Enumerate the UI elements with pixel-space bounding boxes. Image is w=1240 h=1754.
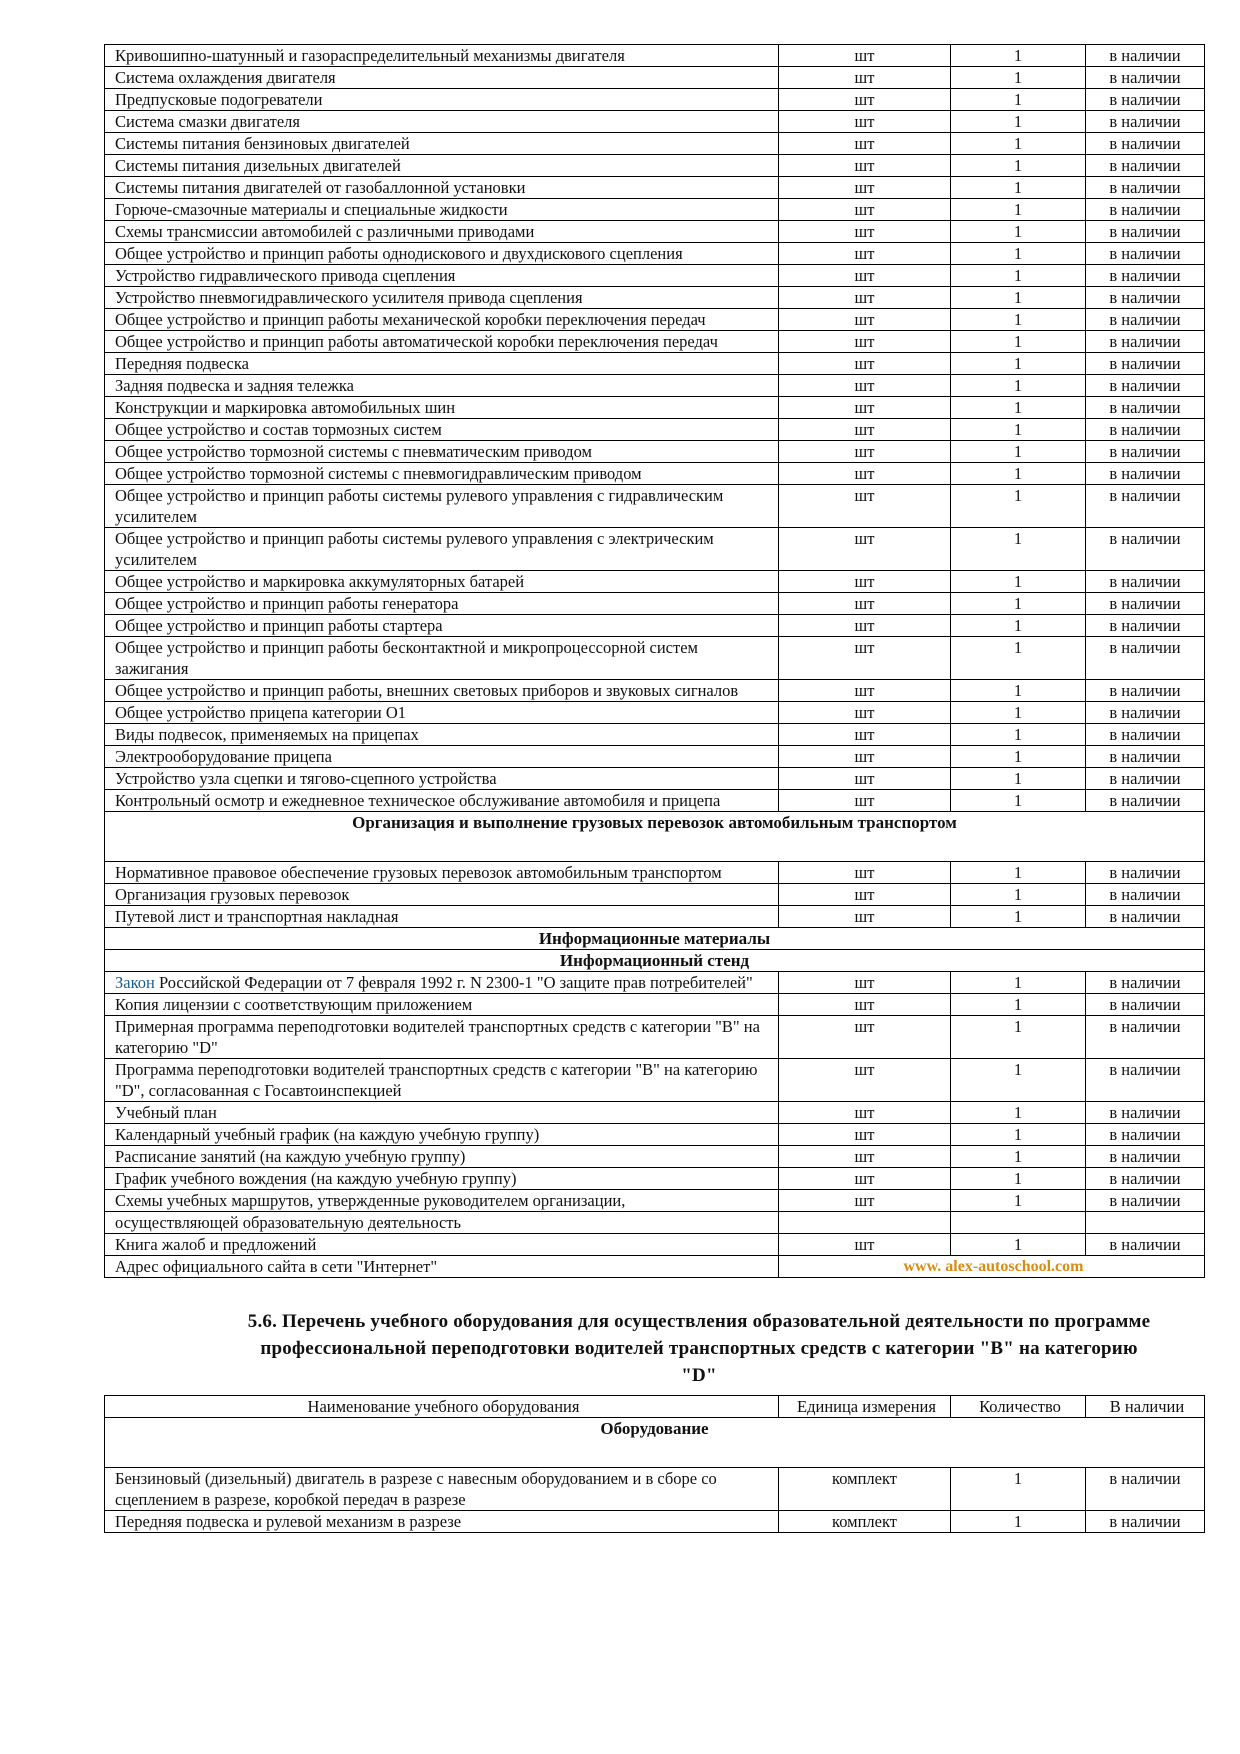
item-availability: в наличии <box>1086 746 1205 768</box>
table-row <box>105 265 1205 287</box>
item-name: Контрольный осмотр и ежедневное техническое обслуживание автомобиля и прицепа <box>105 790 779 812</box>
item-qty: 1 <box>951 111 1086 133</box>
item-availability: в наличии <box>1086 768 1205 790</box>
item-unit: шт <box>779 972 951 994</box>
item-availability: в наличии <box>1086 1511 1205 1533</box>
item-availability: в наличии <box>1086 1059 1205 1102</box>
item-name: Системы питания дизельных двигателей <box>105 155 779 177</box>
item-qty: 1 <box>951 1146 1086 1168</box>
equipment-table-body <box>105 45 1205 1278</box>
item-qty: 1 <box>951 1234 1086 1256</box>
item-qty: 1 <box>951 637 1086 680</box>
item-unit: шт <box>779 287 951 309</box>
table-row <box>105 1256 1205 1278</box>
item-availability: в наличии <box>1086 1124 1205 1146</box>
table-row <box>105 177 1205 199</box>
table-row <box>105 1212 1205 1234</box>
item-unit: шт <box>779 906 951 928</box>
item-name: Нормативное правовое обеспечение грузовых перевозок автомобильным транспортом <box>105 862 779 884</box>
item-qty: 1 <box>951 1102 1086 1124</box>
item-name: Организация грузовых перевозок <box>105 884 779 906</box>
item-name: Устройство узла сцепки и тягово-сцепного устройства <box>105 768 779 790</box>
item-unit: шт <box>779 133 951 155</box>
item-unit: шт <box>779 702 951 724</box>
website-link[interactable]: www. alex-autoschool.com <box>779 1256 1205 1278</box>
table-row <box>105 463 1205 485</box>
table-row <box>105 680 1205 702</box>
item-qty: 1 <box>951 1124 1086 1146</box>
item-name: Общее устройство и принцип работы бесконтактной и микропроцессорной систем зажигания <box>105 637 779 680</box>
item-qty: 1 <box>951 768 1086 790</box>
item-availability: в наличии <box>1086 463 1205 485</box>
item-name: Общее устройство тормозной системы с пневмогидравлическим приводом <box>105 463 779 485</box>
item-name: Передняя подвеска и рулевой механизм в разрезе <box>105 1511 779 1533</box>
item-availability: в наличии <box>1086 1146 1205 1168</box>
item-availability: в наличии <box>1086 353 1205 375</box>
item-name: Бензиновый (дизельный) двигатель в разрезе с навесным оборудованием и в сборе со сцеплением в разрезе, коробкой передач в разрезе <box>105 1468 779 1511</box>
item-qty: 1 <box>951 485 1086 528</box>
item-availability: в наличии <box>1086 287 1205 309</box>
table-row <box>105 397 1205 419</box>
item-availability: в наличии <box>1086 1016 1205 1059</box>
item-availability: в наличии <box>1086 133 1205 155</box>
item-unit: шт <box>779 768 951 790</box>
item-unit: шт <box>779 375 951 397</box>
item-qty: 1 <box>951 397 1086 419</box>
item-qty: 1 <box>951 528 1086 571</box>
item-availability: в наличии <box>1086 67 1205 89</box>
item-name: Программа переподготовки водителей транспортных средств с категории "B" на категорию "D", согласованная с Госавтоинспекцией <box>105 1059 779 1102</box>
header-unit: Единица измерения <box>779 1396 951 1418</box>
item-unit: шт <box>779 463 951 485</box>
item-name: Кривошипно-шатунный и газораспределительный механизмы двигателя <box>105 45 779 67</box>
item-name: Календарный учебный график (на каждую учебную группу) <box>105 1124 779 1146</box>
item-qty: 1 <box>951 790 1086 812</box>
section-title: Информационные материалы <box>105 928 1205 950</box>
item-unit: шт <box>779 397 951 419</box>
table-row <box>105 571 1205 593</box>
item-unit: шт <box>779 1059 951 1102</box>
item-availability: в наличии <box>1086 724 1205 746</box>
table-row <box>105 485 1205 528</box>
item-availability: в наличии <box>1086 1234 1205 1256</box>
item-name: Общее устройство прицепа категории O1 <box>105 702 779 724</box>
table-row <box>105 702 1205 724</box>
table-row <box>105 746 1205 768</box>
item-name: Копия лицензии с соответствующим приложением <box>105 994 779 1016</box>
table-row <box>105 1190 1205 1212</box>
table-row <box>105 45 1205 67</box>
item-unit: комплект <box>779 1511 951 1533</box>
item-unit: шт <box>779 45 951 67</box>
item-unit: шт <box>779 1102 951 1124</box>
item-name: Учебный план <box>105 1102 779 1124</box>
law-link[interactable]: Закон <box>115 973 155 992</box>
item-availability: в наличии <box>1086 906 1205 928</box>
table-row <box>105 1102 1205 1124</box>
item-name: Конструкции и маркировка автомобильных шин <box>105 397 779 419</box>
table-row <box>105 1059 1205 1102</box>
item-availability: в наличии <box>1086 790 1205 812</box>
item-unit <box>779 1212 951 1234</box>
table-row <box>105 133 1205 155</box>
item-qty: 1 <box>951 353 1086 375</box>
training-equipment-body <box>105 1468 1205 1533</box>
item-qty: 1 <box>951 243 1086 265</box>
item-availability: в наличии <box>1086 397 1205 419</box>
item-name: Книга жалоб и предложений <box>105 1234 779 1256</box>
item-qty: 1 <box>951 724 1086 746</box>
item-availability: в наличии <box>1086 419 1205 441</box>
item-name: Общее устройство тормозной системы с пневматическим приводом <box>105 441 779 463</box>
item-unit: шт <box>779 419 951 441</box>
table-row <box>105 790 1205 812</box>
table-row <box>105 1124 1205 1146</box>
table-row <box>105 724 1205 746</box>
item-qty: 1 <box>951 331 1086 353</box>
item-availability: в наличии <box>1086 441 1205 463</box>
heading-line-1: 5.6. Перечень учебного оборудования для осуществления образовательной деятельности по программе <box>247 1311 1151 1332</box>
item-availability: в наличии <box>1086 155 1205 177</box>
table-row <box>105 375 1205 397</box>
item-qty: 1 <box>951 680 1086 702</box>
item-availability: в наличии <box>1086 177 1205 199</box>
item-name: Электрооборудование прицепа <box>105 746 779 768</box>
item-unit: шт <box>779 1190 951 1212</box>
item-qty: 1 <box>951 571 1086 593</box>
item-name: Расписание занятий (на каждую учебную группу) <box>105 1146 779 1168</box>
item-availability: в наличии <box>1086 1102 1205 1124</box>
item-name: Общее устройство и принцип работы генератора <box>105 593 779 615</box>
item-name: Общее устройство и состав тормозных систем <box>105 419 779 441</box>
header-qty: Количество <box>951 1396 1086 1418</box>
item-unit: шт <box>779 746 951 768</box>
table-row <box>105 243 1205 265</box>
item-unit: шт <box>779 199 951 221</box>
item-qty: 1 <box>951 177 1086 199</box>
item-name: Системы питания бензиновых двигателей <box>105 133 779 155</box>
item-qty: 1 <box>951 287 1086 309</box>
table-row <box>105 884 1205 906</box>
section-row <box>105 1418 1205 1468</box>
item-unit: шт <box>779 790 951 812</box>
item-name: Виды подвесок, применяемых на прицепах <box>105 724 779 746</box>
item-availability: в наличии <box>1086 637 1205 680</box>
item-name: График учебного вождения (на каждую учебную группу) <box>105 1168 779 1190</box>
item-availability: в наличии <box>1086 884 1205 906</box>
item-qty: 1 <box>951 1016 1086 1059</box>
item-name: Схемы трансмиссии автомобилей с различными приводами <box>105 221 779 243</box>
table-row <box>105 441 1205 463</box>
item-qty: 1 <box>951 1190 1086 1212</box>
item-qty: 1 <box>951 862 1086 884</box>
item-name <box>105 972 779 994</box>
item-qty: 1 <box>951 593 1086 615</box>
item-availability: в наличии <box>1086 265 1205 287</box>
item-qty: 1 <box>951 746 1086 768</box>
item-name: Горюче-смазочные материалы и специальные жидкости <box>105 199 779 221</box>
item-unit: шт <box>779 309 951 331</box>
item-unit: шт <box>779 111 951 133</box>
item-unit: шт <box>779 89 951 111</box>
table-row <box>105 637 1205 680</box>
item-name: Путевой лист и транспортная накладная <box>105 906 779 928</box>
table-row <box>105 1168 1205 1190</box>
header-avail: В наличии <box>1086 1396 1205 1418</box>
table-row <box>105 972 1205 994</box>
item-qty: 1 <box>951 615 1086 637</box>
table-row <box>105 111 1205 133</box>
section-title: Информационный стенд <box>105 950 1205 972</box>
item-unit: шт <box>779 243 951 265</box>
item-unit: шт <box>779 67 951 89</box>
section-row <box>105 950 1205 972</box>
item-unit: шт <box>779 331 951 353</box>
table-row <box>105 155 1205 177</box>
section-heading <box>104 1308 1204 1389</box>
item-qty: 1 <box>951 994 1086 1016</box>
item-availability: в наличии <box>1086 485 1205 528</box>
item-unit: шт <box>779 637 951 680</box>
item-qty: 1 <box>951 265 1086 287</box>
item-name: Примерная программа переподготовки водителей транспортных средств с категории "B" на категорию "D" <box>105 1016 779 1059</box>
table-row <box>105 419 1205 441</box>
item-unit: шт <box>779 528 951 571</box>
item-name: Общее устройство и маркировка аккумуляторных батарей <box>105 571 779 593</box>
item-qty <box>951 1212 1086 1234</box>
item-qty: 1 <box>951 441 1086 463</box>
table-row <box>105 994 1205 1016</box>
item-name: Устройство гидравлического привода сцепления <box>105 265 779 287</box>
item-name: Общее устройство и принцип работы механической коробки переключения передач <box>105 309 779 331</box>
table-row <box>105 1511 1205 1533</box>
table-row <box>105 1146 1205 1168</box>
item-unit: комплект <box>779 1468 951 1511</box>
item-availability: в наличии <box>1086 221 1205 243</box>
item-name: Общее устройство и принцип работы стартера <box>105 615 779 637</box>
item-qty: 1 <box>951 1059 1086 1102</box>
item-unit: шт <box>779 994 951 1016</box>
item-unit: шт <box>779 593 951 615</box>
item-availability: в наличии <box>1086 309 1205 331</box>
item-name: Устройство пневмогидравлического усилителя привода сцепления <box>105 287 779 309</box>
item-unit: шт <box>779 441 951 463</box>
table-row <box>105 67 1205 89</box>
item-qty: 1 <box>951 1168 1086 1190</box>
section-row <box>105 928 1205 950</box>
item-name: Общее устройство и принцип работы, внешних световых приборов и звуковых сигналов <box>105 680 779 702</box>
item-availability: в наличии <box>1086 111 1205 133</box>
item-availability: в наличии <box>1086 1190 1205 1212</box>
item-availability: в наличии <box>1086 615 1205 637</box>
table-header-row <box>105 1396 1205 1418</box>
item-unit: шт <box>779 353 951 375</box>
item-availability: в наличии <box>1086 243 1205 265</box>
item-name: Общее устройство и принцип работы однодискового и двухдискового сцепления <box>105 243 779 265</box>
item-availability: в наличии <box>1086 571 1205 593</box>
item-unit: шт <box>779 155 951 177</box>
item-availability: в наличии <box>1086 862 1205 884</box>
item-name: Система охлаждения двигателя <box>105 67 779 89</box>
item-qty: 1 <box>951 972 1086 994</box>
item-unit: шт <box>779 177 951 199</box>
table-row <box>105 221 1205 243</box>
item-unit: шт <box>779 1124 951 1146</box>
section-title: Организация и выполнение грузовых перевозок автомобильным транспортом <box>105 812 1205 862</box>
item-availability: в наличии <box>1086 331 1205 353</box>
item-unit: шт <box>779 265 951 287</box>
table-row <box>105 1468 1205 1511</box>
item-name: Задняя подвеска и задняя тележка <box>105 375 779 397</box>
table-row <box>105 528 1205 571</box>
item-availability: в наличии <box>1086 593 1205 615</box>
item-qty: 1 <box>951 155 1086 177</box>
table-row <box>105 593 1205 615</box>
section-title: Оборудование <box>105 1418 1205 1468</box>
item-qty: 1 <box>951 67 1086 89</box>
item-availability: в наличии <box>1086 680 1205 702</box>
item-name: осуществляющей образовательную деятельность <box>105 1212 779 1234</box>
section-row <box>105 812 1205 862</box>
item-availability: в наличии <box>1086 528 1205 571</box>
item-unit: шт <box>779 571 951 593</box>
item-unit: шт <box>779 221 951 243</box>
item-qty: 1 <box>951 463 1086 485</box>
item-qty: 1 <box>951 375 1086 397</box>
item-name: Адрес официального сайта в сети "Интернет" <box>105 1256 779 1278</box>
item-name-text: Российской Федерации от 7 февраля 1992 г. N 2300-1 "О защите прав потребителей" <box>154 973 753 992</box>
item-unit: шт <box>779 615 951 637</box>
item-unit: шт <box>779 485 951 528</box>
item-qty: 1 <box>951 199 1086 221</box>
heading-line-2: профессиональной переподготовки водителей транспортных средств с категории "B" на категорию <box>260 1338 1138 1359</box>
item-availability: в наличии <box>1086 702 1205 724</box>
item-availability <box>1086 1212 1205 1234</box>
item-qty: 1 <box>951 906 1086 928</box>
table-row <box>105 287 1205 309</box>
training-equipment-table <box>104 1395 1205 1533</box>
equipment-table <box>104 44 1205 1278</box>
item-availability: в наличии <box>1086 199 1205 221</box>
item-availability: в наличии <box>1086 375 1205 397</box>
table-row <box>105 199 1205 221</box>
table-row <box>105 862 1205 884</box>
item-name: Схемы учебных маршрутов, утвержденные руководителем организации, <box>105 1190 779 1212</box>
item-name: Системы питания двигателей от газобаллонной установки <box>105 177 779 199</box>
item-qty: 1 <box>951 419 1086 441</box>
item-qty: 1 <box>951 45 1086 67</box>
item-availability: в наличии <box>1086 972 1205 994</box>
item-qty: 1 <box>951 133 1086 155</box>
item-unit: шт <box>779 862 951 884</box>
item-name: Общее устройство и принцип работы системы рулевого управления с электрическим усилителем <box>105 528 779 571</box>
item-name: Передняя подвеска <box>105 353 779 375</box>
item-name: Система смазки двигателя <box>105 111 779 133</box>
item-qty: 1 <box>951 89 1086 111</box>
item-qty: 1 <box>951 1511 1086 1533</box>
item-qty: 1 <box>951 221 1086 243</box>
item-unit: шт <box>779 1146 951 1168</box>
table-row <box>105 309 1205 331</box>
item-qty: 1 <box>951 702 1086 724</box>
table-row <box>105 353 1205 375</box>
item-qty: 1 <box>951 884 1086 906</box>
item-availability: в наличии <box>1086 45 1205 67</box>
item-unit: шт <box>779 1234 951 1256</box>
item-availability: в наличии <box>1086 89 1205 111</box>
table-row <box>105 89 1205 111</box>
table-row <box>105 906 1205 928</box>
table-row <box>105 1016 1205 1059</box>
table-row <box>105 615 1205 637</box>
item-unit: шт <box>779 884 951 906</box>
item-availability: в наличии <box>1086 1168 1205 1190</box>
heading-line-3: "D" <box>681 1365 717 1386</box>
table-row <box>105 331 1205 353</box>
item-name: Общее устройство и принцип работы автоматической коробки переключения передач <box>105 331 779 353</box>
item-name: Общее устройство и принцип работы системы рулевого управления с гидравлическим усилителем <box>105 485 779 528</box>
item-availability: в наличии <box>1086 994 1205 1016</box>
item-qty: 1 <box>951 1468 1086 1511</box>
item-qty: 1 <box>951 309 1086 331</box>
table-row <box>105 768 1205 790</box>
item-unit: шт <box>779 680 951 702</box>
header-name: Наименование учебного оборудования <box>105 1396 779 1418</box>
table-row <box>105 1234 1205 1256</box>
item-unit: шт <box>779 724 951 746</box>
item-unit: шт <box>779 1016 951 1059</box>
item-unit: шт <box>779 1168 951 1190</box>
item-availability: в наличии <box>1086 1468 1205 1511</box>
item-name: Предпусковые подогреватели <box>105 89 779 111</box>
document-page <box>104 44 1204 1533</box>
